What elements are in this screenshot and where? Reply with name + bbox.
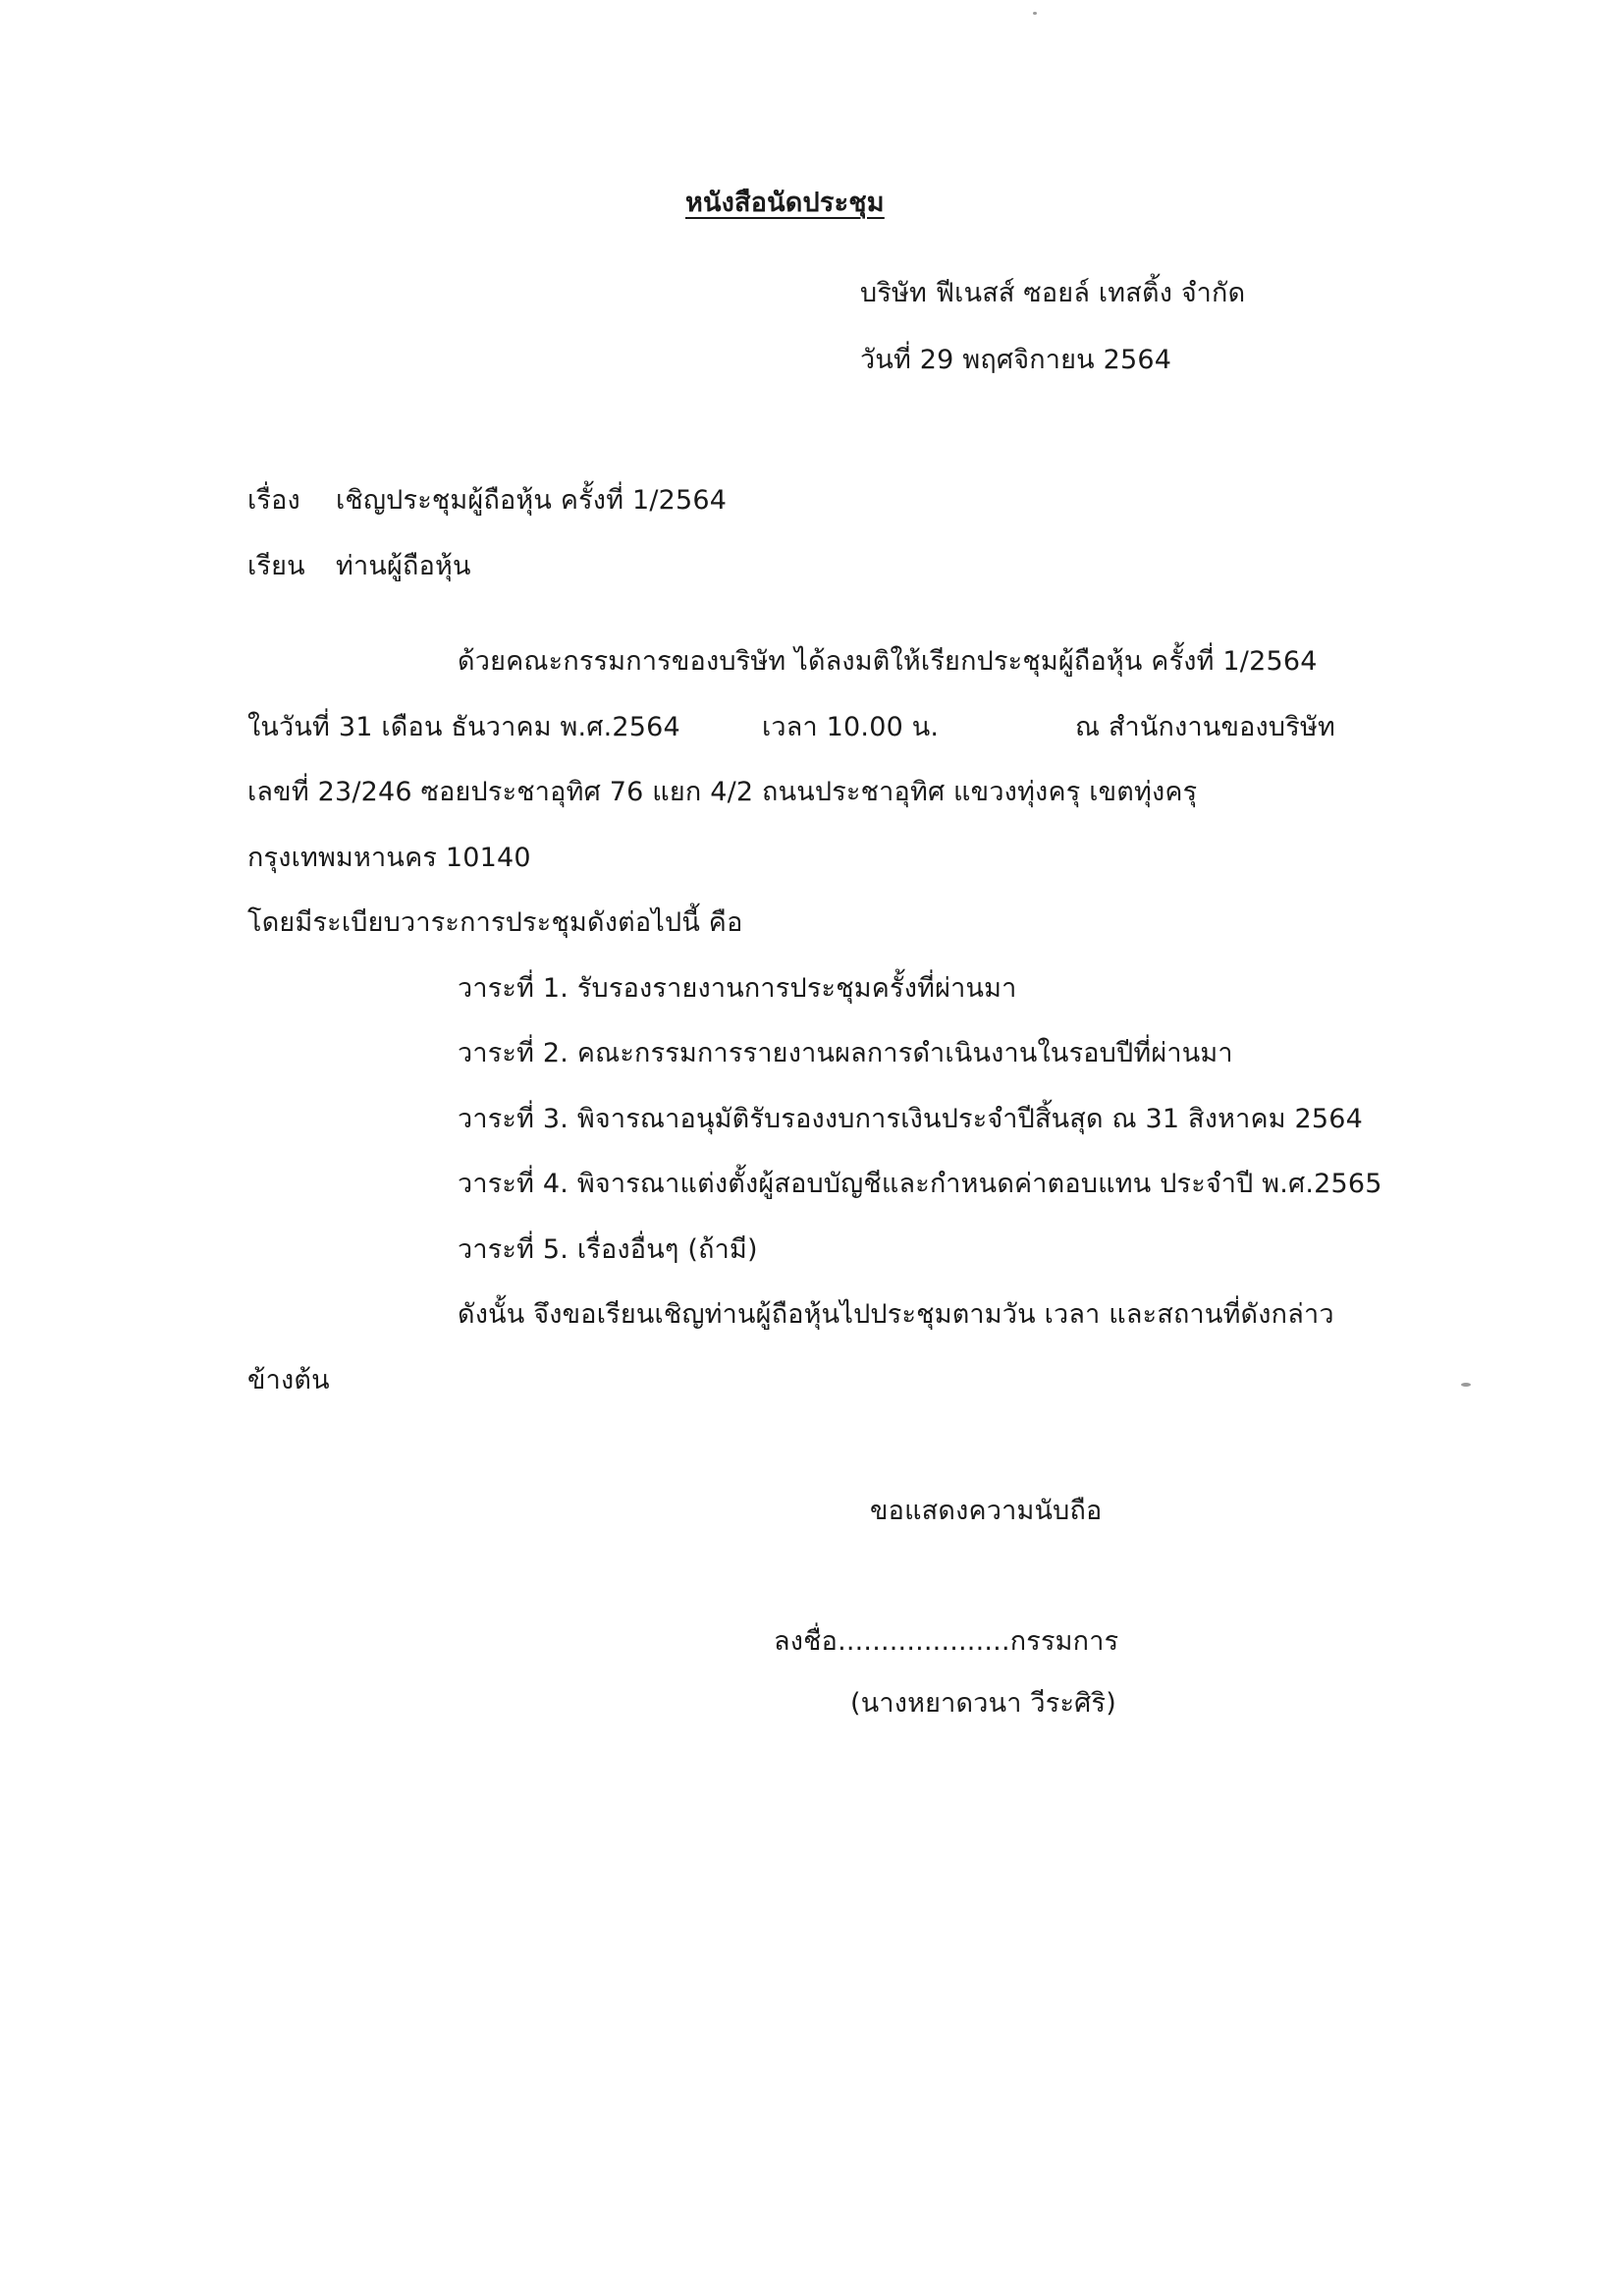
- agenda-item-1: วาระที่ 1. รับรองรายงานการประชุมครั้งที่ผ่านมา: [458, 973, 1017, 1004]
- address-line: เลขที่ 23/246 ซอยประชาอุทิศ 76 แยก 4/2 ถนนประชาอุทิศ แขวงทุ่งครุ เขตทุ่งครุ: [247, 777, 1198, 807]
- company-name: บริษัท ฟีเนสส์ ซอยล์ เทสติ้ง จำกัด: [860, 278, 1246, 308]
- recipient-label: เรียน: [247, 551, 305, 581]
- scan-speck: [1033, 12, 1037, 15]
- body-line-1: ด้วยคณะกรรมการของบริษัท ได้ลงมติให้เรียกประชุมผู้ถือหุ้น ครั้งที่ 1/2564: [458, 646, 1318, 677]
- subject-label: เรื่อง: [247, 485, 300, 516]
- address-city: กรุงเทพมหานคร 10140: [247, 843, 531, 873]
- agenda-item-2: วาระที่ 2. คณะกรรมการรายงานผลการดำเนินงานในรอบปีที่ผ่านมา: [458, 1038, 1233, 1068]
- signature-line: ลงชื่อ....................กรรมการ: [774, 1626, 1119, 1657]
- meeting-time: เวลา 10.00 น.: [762, 712, 940, 742]
- agenda-intro: โดยมีระเบียบวาระการประชุมดังต่อไปนี้ คือ: [247, 907, 743, 938]
- closing-line-2: ข้างต้น: [247, 1365, 330, 1395]
- recipient-text: ท่านผู้ถือหุ้น: [336, 551, 471, 581]
- agenda-item-4: วาระที่ 4. พิจารณาแต่งตั้งผู้สอบบัญชีและกำหนดค่าตอบแทน ประจำปี พ.ศ.2565: [458, 1169, 1382, 1199]
- subject-text: เชิญประชุมผู้ถือหุ้น ครั้งที่ 1/2564: [336, 485, 728, 516]
- agenda-item-5: วาระที่ 5. เรื่องอื่นๆ (ถ้ามี): [458, 1234, 758, 1265]
- document-date: วันที่ 29 พฤศจิกายน 2564: [860, 345, 1172, 375]
- meeting-place: ณ สำนักงานของบริษัท: [1075, 712, 1335, 742]
- regards-text: ขอแสดงความนับถือ: [870, 1496, 1103, 1526]
- meeting-date: ในวันที่ 31 เดือน ธันวาคม พ.ศ.2564: [247, 712, 680, 742]
- document-title: หนังสือนัดประชุม: [685, 188, 885, 218]
- signer-name: (นางหยาดวนา วีระศิริ): [850, 1688, 1116, 1719]
- closing-line-1: ดังนั้น จึงขอเรียนเชิญท่านผู้ถือหุ้นไปประชุมตามวัน เวลา และสถานที่ดังกล่าว: [458, 1299, 1334, 1330]
- agenda-item-3: วาระที่ 3. พิจารณาอนุมัติรับรองงบการเงินประจำปีสิ้นสุด ณ 31 สิงหาคม 2564: [458, 1104, 1364, 1134]
- scan-speck: [1461, 1383, 1471, 1387]
